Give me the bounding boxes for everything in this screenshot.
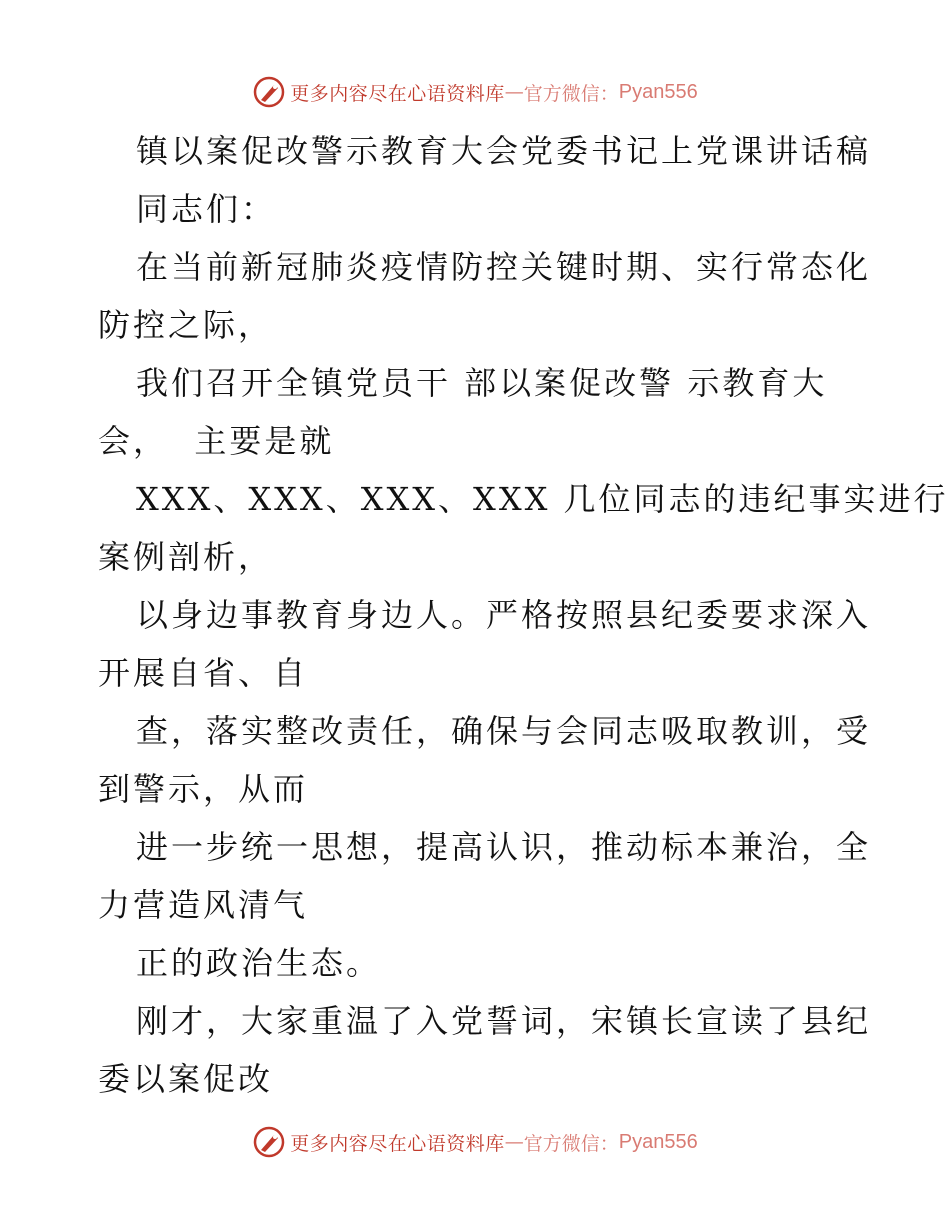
header-watermark: [0, 72, 950, 112]
paragraph-line: 以身边事教育身边人。严格按照县纪委要求深入: [136, 596, 872, 634]
watermark-wechat-id: Pyan556: [618, 80, 698, 103]
paragraph-line: 力营造风清气: [98, 886, 309, 924]
document-body: [98, 122, 949, 1108]
paragraph-line: 进一步统一思想，提高认识，推动标本兼治，全: [136, 828, 872, 866]
paragraph-line: 我们召开全镇党员干 部以案促改警 示教育大: [136, 364, 828, 402]
watermark-wechat-label: 官方微信：: [523, 82, 619, 105]
paragraph-line: XXX、XXX、XXX、XXX 几位同志的违纪事实进行: [136, 480, 949, 518]
watermark-wechat-id: Pyan556: [618, 1130, 698, 1153]
paragraph-line: 防控之际，: [98, 306, 274, 344]
paragraph-line: 会， 主要是就: [98, 422, 335, 460]
paragraph-line: 委以案促改: [98, 1060, 274, 1098]
watermark-wechat-label: 官方微信：: [523, 1132, 619, 1155]
watermark-separator: —: [504, 1131, 524, 1153]
document-title: 镇以案促改警示教育大会党委书记上党课讲话稿: [136, 132, 872, 170]
pen-nib-logo-icon: [252, 1125, 286, 1159]
paragraph-line: 开展自省、自: [98, 654, 309, 692]
paragraph-line: 查，落实整改责任，确保与会同志吸取教训，受: [136, 712, 872, 750]
paragraph-line: 到警示，从而: [98, 770, 309, 808]
paragraph-line: 在当前新冠肺炎疫情防控关键时期、实行常态化: [136, 248, 872, 286]
paragraph-line: 刚才，大家重温了入党誓词，宋镇长宣读了县纪: [136, 1002, 872, 1040]
footer-watermark: [0, 1122, 950, 1162]
pen-nib-logo-icon: [252, 75, 286, 109]
paragraph-line: 正的政治生态。: [136, 944, 382, 982]
paragraph-line: 案例剖析，: [98, 538, 274, 576]
watermark-brand: 更多内容尽在心语资料库: [290, 82, 505, 105]
watermark-brand: 更多内容尽在心语资料库: [290, 1132, 505, 1155]
salutation: 同志们：: [136, 190, 277, 228]
watermark-separator: —: [504, 81, 524, 103]
